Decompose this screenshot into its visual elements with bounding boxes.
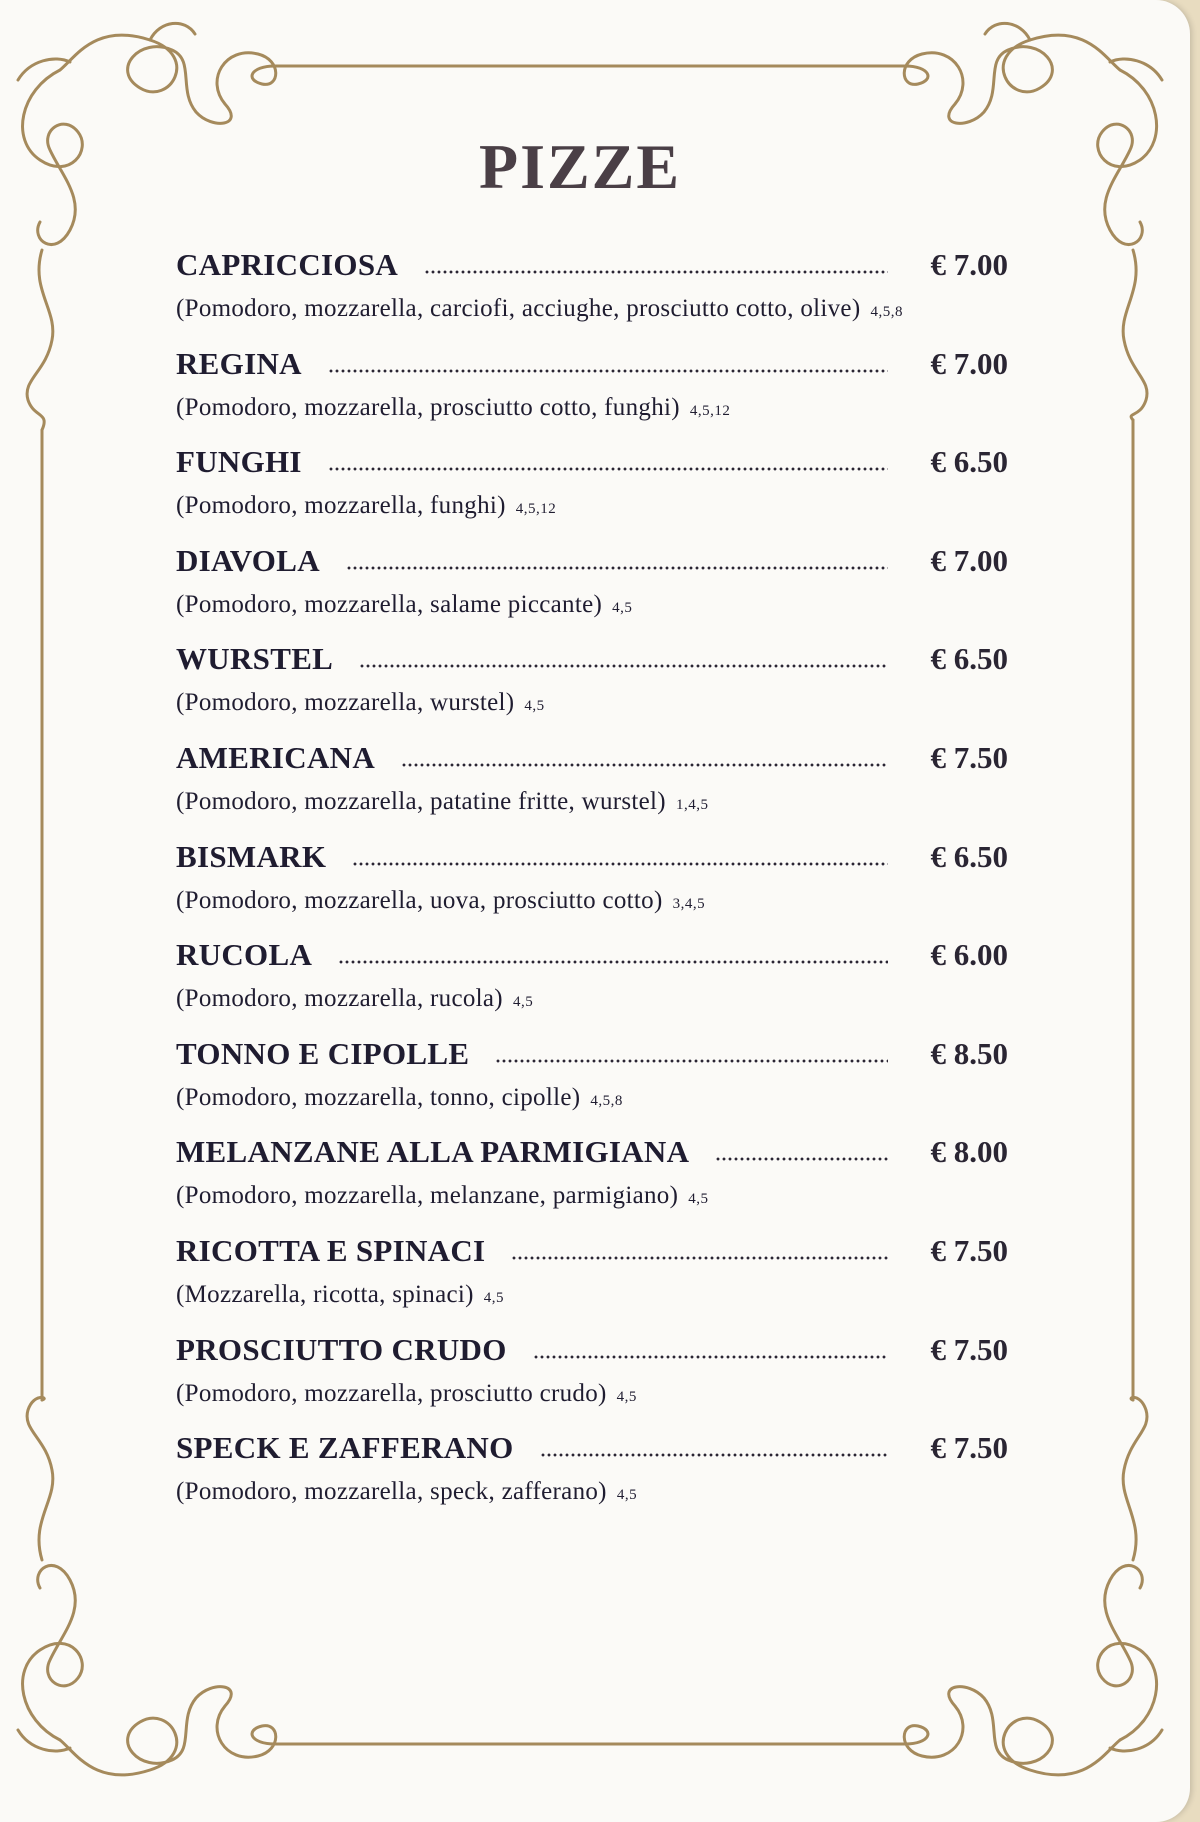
dot-leader: [401, 762, 888, 768]
pizza-description-line: [176, 1179, 1008, 1216]
pizza-price: € 6.50: [930, 838, 1008, 874]
pizza-name: SPECK E ZAFFERANO: [176, 1430, 514, 1466]
dot-leader: [495, 1058, 888, 1064]
dot-leader: [352, 861, 888, 867]
pizza-ingredients: (Pomodoro, mozzarella, prosciutto crudo): [176, 1379, 607, 1407]
pizza-description-line: [176, 292, 1008, 329]
menu-item: [176, 534, 1008, 633]
dot-leader: [328, 368, 888, 374]
pizza-allergens: 4,5,12: [515, 501, 557, 518]
pizza-ingredients: (Pomodoro, mozzarella, patatine fritte, wurstel): [176, 787, 666, 815]
page-title: PIZZE: [478, 131, 682, 202]
pizza-description-line: [176, 489, 1008, 526]
pizza-description-line: [176, 1475, 1008, 1512]
pizza-name: AMERICANA: [176, 739, 376, 775]
pizza-name: REGINA: [176, 345, 302, 381]
pizza-price: € 6.50: [930, 444, 1008, 480]
pizza-price: € 6.00: [930, 937, 1008, 973]
menu-item: [176, 731, 1008, 830]
pizza-ingredients: (Pomodoro, mozzarella, melanzane, parmigiano): [176, 1182, 679, 1210]
pizza-description-line: [176, 785, 1008, 822]
pizza-allergens: 3,4,5: [672, 895, 706, 912]
menu-item-header: [176, 1323, 1008, 1377]
pizza-ingredients: (Pomodoro, mozzarella, wurstel): [176, 689, 515, 717]
pizza-allergens: 1,4,5: [675, 796, 709, 813]
menu-item: [176, 1027, 1008, 1126]
pizza-allergens: 4,5: [616, 1487, 638, 1504]
pizza-name: CAPRICCIOSA: [176, 247, 399, 282]
menu-item-header: [176, 1224, 1008, 1278]
dot-leader: [328, 466, 888, 472]
menu-item: [176, 1323, 1008, 1422]
menu-item: [176, 337, 1008, 436]
pizza-description-line: [176, 1377, 1008, 1414]
pizza-price: € 7.00: [930, 542, 1008, 578]
dot-leader: [424, 269, 888, 275]
pizza-allergens: 4,5,8: [870, 304, 903, 320]
menu-item-header: [176, 731, 1008, 785]
pizza-ingredients: (Pomodoro, mozzarella, carciofi, acciughe, prosciutto cotto, olive): [176, 295, 861, 322]
pizza-description-line: [176, 1081, 1008, 1118]
pizza-allergens: 4,5: [616, 1388, 637, 1405]
pizza-name: DIAVOLA: [176, 542, 320, 578]
pizza-ingredients: (Mozzarella, ricotta, spinaci): [176, 1280, 474, 1308]
pizza-price: € 6.50: [930, 641, 1008, 677]
pizza-description-line: [176, 1278, 1008, 1315]
menu-item-header: [176, 337, 1008, 391]
pizza-price: € 7.50: [930, 1430, 1008, 1466]
menu-item: [176, 1224, 1008, 1323]
pizza-ingredients: (Pomodoro, mozzarella, rucola): [176, 985, 503, 1013]
menu-item: [176, 238, 1008, 337]
pizza-price: € 7.50: [930, 739, 1008, 775]
pizza-ingredients: (Pomodoro, mozzarella, prosciutto cotto, funghi): [176, 393, 680, 421]
pizza-name: PROSCIUTTO CRUDO: [176, 1331, 507, 1367]
pizza-name: MELANZANE ALLA PARMIGIANA: [176, 1134, 690, 1170]
menu-item-header: [176, 830, 1008, 884]
dot-leader: [359, 663, 888, 669]
pizza-name: TONNO E CIPOLLE: [176, 1035, 470, 1071]
dot-leader: [715, 1156, 888, 1162]
menu-item: [176, 1421, 1008, 1520]
pizza-ingredients: (Pomodoro, mozzarella, salame piccante): [176, 590, 603, 618]
menu-item-header: [176, 435, 1008, 489]
dot-leader: [533, 1354, 888, 1360]
pizza-price: € 8.50: [930, 1035, 1008, 1071]
pizza-ingredients: (Pomodoro, mozzarella, tonno, cipolle): [176, 1083, 581, 1111]
menu-item: [176, 435, 1008, 534]
menu-item-header: [176, 1125, 1008, 1179]
pizza-ingredients: (Pomodoro, mozzarella, funghi): [176, 492, 506, 520]
menu-list: [176, 238, 1008, 1520]
pizza-name: WURSTEL: [176, 641, 334, 677]
menu-item-header: [176, 238, 1008, 292]
pizza-allergens: 4,5: [612, 599, 633, 616]
pizza-price: € 7.00: [930, 345, 1008, 381]
pizza-ingredients: (Pomodoro, mozzarella, speck, zafferano): [176, 1478, 607, 1506]
pizza-price: € 8.00: [930, 1134, 1008, 1170]
pizza-description-line: [176, 686, 1008, 723]
dot-leader: [511, 1255, 888, 1261]
pizza-name: BISMARK: [176, 838, 327, 874]
pizza-allergens: 4,5: [483, 1289, 504, 1306]
pizza-allergens: 4,5,8: [590, 1092, 623, 1109]
pizza-price: € 7.00: [930, 247, 1008, 282]
pizza-ingredients: (Pomodoro, mozzarella, uova, prosciutto cotto): [176, 886, 663, 914]
pizza-description-line: [176, 884, 1008, 921]
menu-item-header: [176, 1421, 1008, 1475]
pizza-allergens: 4,5,12: [689, 402, 731, 419]
dot-leader: [346, 565, 888, 571]
menu-item-header: [176, 632, 1008, 686]
menu-item-header: [176, 534, 1008, 588]
menu-item: [176, 632, 1008, 731]
pizza-price: € 7.50: [930, 1331, 1008, 1367]
dot-leader: [540, 1452, 888, 1458]
pizza-allergens: 4,5: [524, 698, 545, 715]
pizza-description-line: [176, 588, 1008, 625]
pizza-allergens: 4,5: [688, 1191, 709, 1208]
menu-item-header: [176, 1027, 1008, 1081]
menu-item: [176, 1125, 1008, 1224]
menu-item: [176, 928, 1008, 1027]
pizza-name: RICOTTA E SPINACI: [176, 1232, 486, 1268]
pizza-price: € 7.50: [930, 1232, 1008, 1268]
pizza-description-line: [176, 391, 1008, 428]
pizza-name: RUCOLA: [176, 937, 313, 973]
pizza-allergens: 4,5: [512, 994, 534, 1011]
menu-item-header: [176, 928, 1008, 982]
pizza-description-line: [176, 982, 1008, 1019]
dot-leader: [338, 959, 888, 965]
menu-item: [176, 830, 1008, 929]
pizza-name: FUNGHI: [176, 444, 302, 480]
